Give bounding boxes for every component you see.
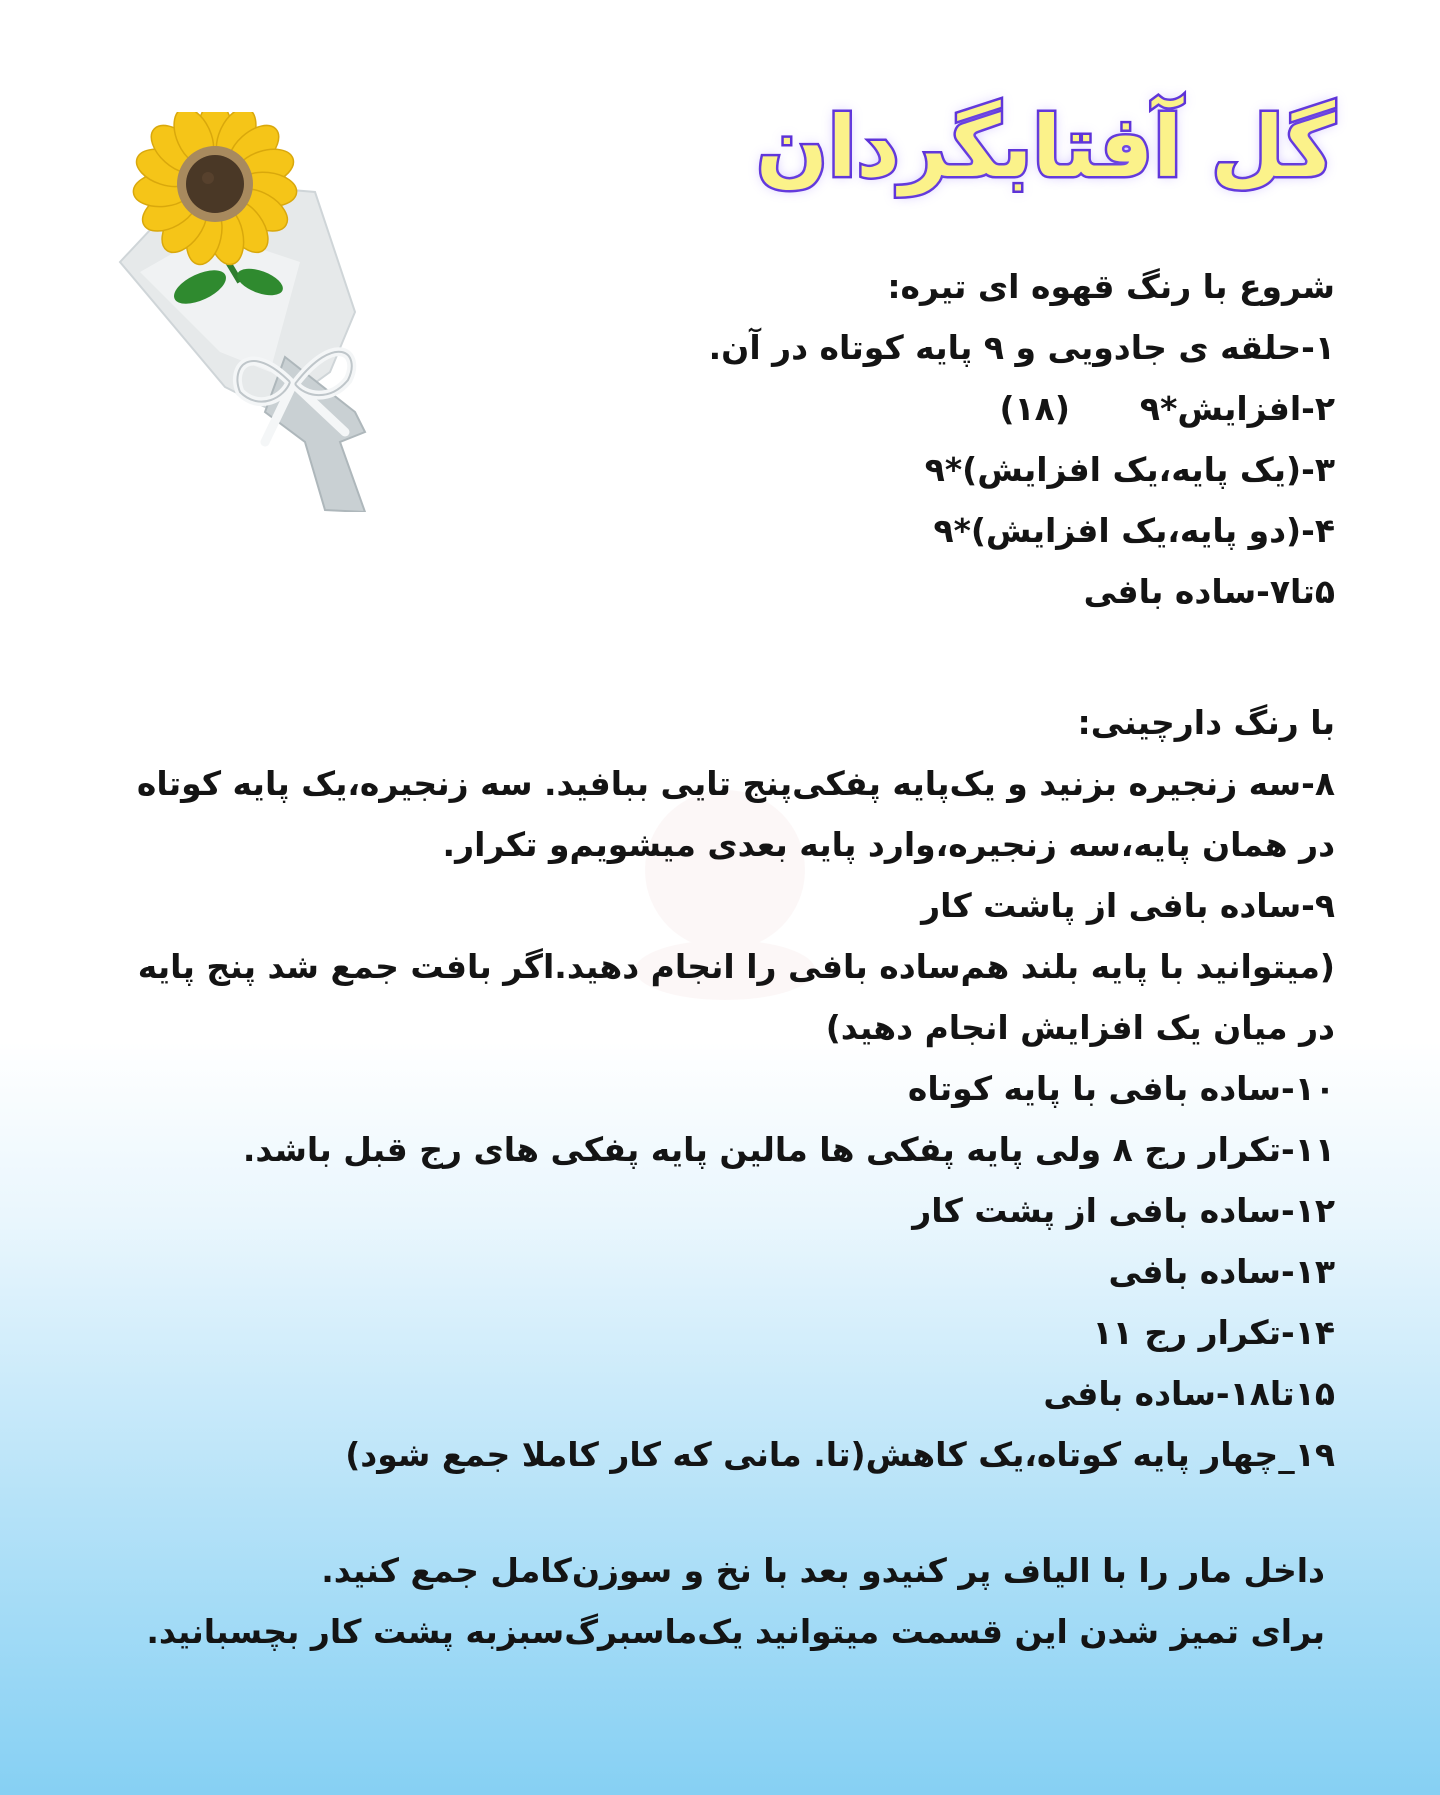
instruction-row: ۱۴-تکرار رج ۱۱ (1092, 1313, 1335, 1352)
section-dark-brown (95, 256, 1335, 622)
instruction-text: ۲-افزایش*۹ (1139, 389, 1335, 428)
section-cinnamon (95, 692, 1335, 1485)
instruction-row: ۱۹_چهار پایه کوتاه،یک کاهش(تا. مانی که کار کاملا جمع شود) (345, 1435, 1335, 1474)
sunflower-center (186, 155, 244, 213)
page-title: گل آفتابگردان (756, 98, 1335, 196)
finishing-notes (125, 1540, 1325, 1662)
stitch-count: (۱۸) (999, 389, 1070, 428)
instruction-row: ۱۰-ساده بافی با پایه کوتاه (907, 1069, 1335, 1108)
instruction-row: ۵تا۷-ساده بافی (1083, 572, 1335, 611)
instruction-row: ۱۱-تکرار رج ۸ ولی پایه پفکی ها مالین پایه پفکی های رج قبل باشد. (242, 1130, 1335, 1169)
instruction-row: ۱۲-ساده بافی از پشت کار (912, 1191, 1335, 1230)
instruction-row: ۳-(یک پایه،یک افزایش)*۹ (924, 450, 1335, 489)
instruction-row: ۸-سه زنجیره بزنید و یک‌پایه پفکی‌پنج تایی ببافید. سه زنجیره،یک پایه کوتاه در همان پایه،سه زنجیره،وارد پایه بعدی میشویم‌و تکرار. (136, 764, 1335, 864)
finishing-note: داخل مار را با الیاف پر کنیدو بعد با نخ و سوزن‌کامل جمع کنید. (321, 1551, 1325, 1590)
instruction-row (95, 378, 1335, 439)
instruction-row: ۱-حلقه ی جادویی و ۹ پایه کوتاه در آن. (708, 328, 1335, 367)
instruction-note: (میتوانید با پایه بلند هم‌ساده بافی را انجام دهید.اگر بافت جمع شد پنج پایه در میان یک افزایش انجام دهید) (137, 947, 1335, 1047)
instruction-row: ۱۵تا۱۸-ساده بافی (1043, 1374, 1335, 1413)
section-heading: شروع با رنگ قهوه ای تیره: (887, 267, 1335, 306)
section-heading: با رنگ دارچینی: (1077, 703, 1335, 742)
instruction-row: ۱۳-ساده بافی (1108, 1252, 1335, 1291)
instruction-row: ۹-ساده بافی از پاشت کار (921, 886, 1335, 925)
instruction-row: ۴-(دو پایه،یک افزایش)*۹ (933, 511, 1335, 550)
finishing-note: برای تمیز شدن این قسمت میتوانید یک‌ماسبرگ‌سبزبه پشت کار بچسبانید. (146, 1612, 1325, 1651)
